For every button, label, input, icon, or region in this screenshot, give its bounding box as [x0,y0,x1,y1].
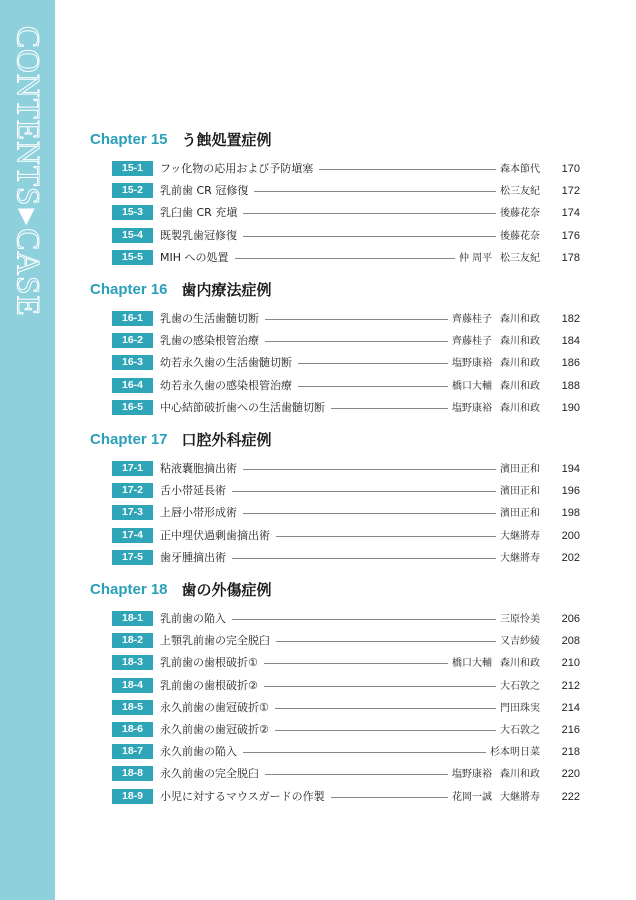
leader-line [265,774,448,775]
chapter-number: Chapter 15 [90,130,168,148]
toc-entry[interactable] [90,308,580,330]
entry-title: 乳前歯 CR 冠修復 [160,184,249,198]
page-number: 184 [561,335,580,348]
author-secondary: 濱田正和 [500,464,540,475]
entry-title: 粘液囊胞摘出術 [160,462,237,475]
page-number: 196 [561,485,580,498]
toc-entry[interactable] [90,458,580,480]
entry-title: 永久前歯の陥入 [160,745,237,759]
page-number: 216 [561,723,580,736]
entry-title: 舌小帯延長術 [160,484,226,498]
chapter-title: 口腔外科症例 [181,430,272,449]
entry-title: 歯牙腫摘出術 [160,550,226,564]
case-number-badge: 18-2 [112,633,153,648]
leader-line [264,686,496,687]
author-secondary: 大継將寿 [500,552,540,564]
page-number: 206 [561,613,580,625]
entry-title: 乳前歯の歯根破折① [160,656,258,670]
leader-line [243,513,496,514]
case-number-badge: 18-1 [112,611,153,626]
page-number: 212 [561,679,580,692]
entry-title: 乳歯の生活歯髄切断 [160,312,259,325]
toc-entry[interactable] [90,502,580,524]
side-label [11,26,44,317]
page-number: 210 [561,657,580,670]
author-secondary: 後藤花奈 [500,208,540,220]
author-primary: 橋口大輔 [452,658,492,670]
chapter-title: う蝕処置症例 [181,130,272,149]
author-primary: 花岡一誠 [452,791,492,803]
case-number-badge: 15-4 [112,228,153,243]
case-number-badge: 17-3 [112,505,153,520]
leader-line [319,169,496,170]
author-secondary: 森本節代 [500,164,540,175]
leader-line [243,469,496,470]
author-secondary: 濱田正和 [500,508,540,520]
page-number: 208 [561,635,580,648]
leader-line [254,191,496,192]
entry-title: 既製乳歯冠修復 [160,228,237,242]
leader-line [331,408,448,409]
case-number-badge: 18-4 [112,678,153,693]
page-number: 202 [561,551,580,564]
toc-entry[interactable] [90,525,580,547]
author-secondary: 松三友紀 [500,252,540,264]
toc-entry[interactable] [90,202,580,224]
toc-entry[interactable] [90,397,580,419]
page-number: 222 [561,790,580,803]
author-secondary: 大石敦之 [500,724,540,736]
case-number-badge: 16-1 [112,311,153,326]
page-number: 172 [561,185,580,198]
toc-entry[interactable] [90,247,580,269]
case-number-badge: 18-3 [112,655,153,670]
page-number: 188 [561,379,580,392]
author-secondary: 森川和政 [500,769,540,781]
author-primary: 塩野康裕 [452,769,492,781]
author-secondary: 三原怜美 [500,614,540,625]
side-label-case: CASE [9,228,46,317]
case-number-badge: 16-3 [112,355,153,370]
toc-entry[interactable] [90,719,580,741]
toc-entry[interactable] [90,763,580,785]
chapter-heading [90,278,580,300]
toc-entry[interactable] [90,158,580,180]
toc-entry[interactable] [90,225,580,247]
chapter-heading [90,578,580,600]
page-number: 200 [561,529,580,542]
author-primary: 齊藤桂子 [452,336,492,348]
leader-line [298,386,448,387]
entry-title: 幼若永久歯の生活歯髄切断 [160,356,292,370]
page-number: 218 [561,746,580,759]
leader-line [298,363,448,364]
toc-entry[interactable] [90,480,580,502]
toc-entry[interactable] [90,180,580,202]
toc-entry[interactable] [90,330,580,352]
entry-title: 永久前歯の完全脱臼 [160,767,259,781]
page-number: 176 [561,229,580,242]
page-number: 198 [561,507,580,520]
toc-entry[interactable] [90,741,580,763]
leader-line [331,797,448,798]
entry-title: MIH への処置 [160,250,229,264]
case-number-badge: 16-4 [112,378,153,393]
toc-entry[interactable] [90,630,580,652]
author-primary: 齊藤桂子 [452,314,492,325]
case-number-badge: 18-6 [112,722,153,737]
author-secondary: 後藤花奈 [500,230,540,242]
entry-title: フッ化物の応用および予防塡塞 [160,162,314,175]
toc-entry[interactable] [90,608,580,630]
author-secondary: 森川和政 [500,314,540,325]
toc-entry[interactable] [90,697,580,719]
chapter-heading [90,428,580,450]
author-secondary: 森川和政 [500,658,540,670]
chapter-title: 歯内療法症例 [181,280,272,299]
case-number-badge: 15-2 [112,183,153,198]
leader-line [276,536,496,537]
case-number-badge: 17-4 [112,528,153,543]
entry-title: 小児に対するマウスガードの作製 [160,789,325,803]
leader-line [232,491,496,492]
entry-title: 乳歯の感染根管治療 [160,334,259,348]
author-primary: 橋口大輔 [452,380,492,392]
chapter-heading [90,128,580,150]
author-secondary: 濱田正和 [500,486,540,498]
case-number-badge: 17-2 [112,483,153,498]
page-number: 170 [561,163,580,175]
chapter-section [90,578,580,808]
entry-title: 正中埋伏過剰歯摘出術 [160,528,270,542]
author-secondary: 松三友紀 [500,186,540,198]
chapter-number: Chapter 17 [90,430,168,448]
leader-line [276,641,496,642]
entry-title: 幼若永久歯の感染根管治療 [160,378,292,392]
leader-line [275,708,496,709]
leader-line [235,258,455,259]
toc-entry[interactable] [90,675,580,697]
toc-entry[interactable] [90,375,580,397]
toc-entry[interactable] [90,547,580,569]
case-number-badge: 15-3 [112,205,153,220]
leader-line [265,341,448,342]
leader-line [243,752,486,753]
chapter-number: Chapter 16 [90,280,168,298]
author-secondary: 森川和政 [500,402,540,414]
case-number-badge: 18-9 [112,789,153,804]
author-secondary: 森川和政 [500,380,540,392]
chapter-section [90,128,580,269]
leader-line [243,236,496,237]
page-number: 186 [561,357,580,370]
chapter-title: 歯の外傷症例 [181,580,272,599]
triangle-icon: ▶ [15,208,41,227]
toc-entry[interactable] [90,652,580,674]
page-number: 182 [561,313,580,325]
page-number: 194 [561,463,580,475]
author-secondary: 森川和政 [500,358,540,370]
page-number: 190 [561,401,580,414]
case-number-badge: 16-5 [112,400,153,415]
author-secondary: 森川和政 [500,336,540,348]
case-number-badge: 18-8 [112,766,153,781]
author-secondary: 大石敦之 [500,680,540,692]
leader-line [265,319,448,320]
case-number-badge: 17-1 [112,461,153,476]
leader-line [275,730,496,731]
entry-title: 永久前歯の歯冠破折① [160,700,269,714]
author-secondary: 杉本明日菜 [490,747,540,759]
author-secondary: 大継將寿 [500,530,540,542]
case-number-badge: 16-2 [112,333,153,348]
case-number-badge: 17-5 [112,550,153,565]
side-band [0,0,55,900]
case-number-badge: 15-1 [112,161,153,176]
leader-line [232,558,496,559]
case-number-badge: 18-5 [112,700,153,715]
author-secondary: 大継將寿 [500,791,540,803]
toc-entry[interactable] [90,352,580,374]
entry-title: 上唇小帯形成術 [160,506,237,520]
entry-title: 乳前歯の歯根破折② [160,678,258,692]
page-number: 174 [561,207,580,220]
entry-title: 乳臼歯 CR 充塡 [160,206,238,220]
leader-line [232,619,496,620]
case-number-badge: 18-7 [112,744,153,759]
author-primary: 仲 周平 [459,252,493,264]
leader-line [243,213,496,214]
leader-line [264,663,448,664]
case-number-badge: 15-5 [112,250,153,265]
entry-title: 永久前歯の歯冠破折② [160,722,269,736]
author-primary: 塩野康裕 [452,358,492,370]
chapter-section [90,428,580,569]
author-secondary: 門田珠実 [500,702,540,714]
chapter-section [90,278,580,419]
side-label-contents: CONTENTS [9,26,46,207]
entry-title: 上顎乳前歯の完全脱臼 [160,634,270,648]
page-number: 220 [561,768,580,781]
entry-title: 中心結節破折歯への生活歯髄切断 [160,400,325,414]
toc-entry[interactable] [90,786,580,808]
page-number: 178 [561,251,580,264]
author-secondary: 又吉紗綾 [500,636,540,648]
entry-title: 乳前歯の陥入 [160,612,226,625]
author-primary: 塩野康裕 [452,402,492,414]
chapter-number: Chapter 18 [90,580,168,598]
page-number: 214 [561,701,580,714]
